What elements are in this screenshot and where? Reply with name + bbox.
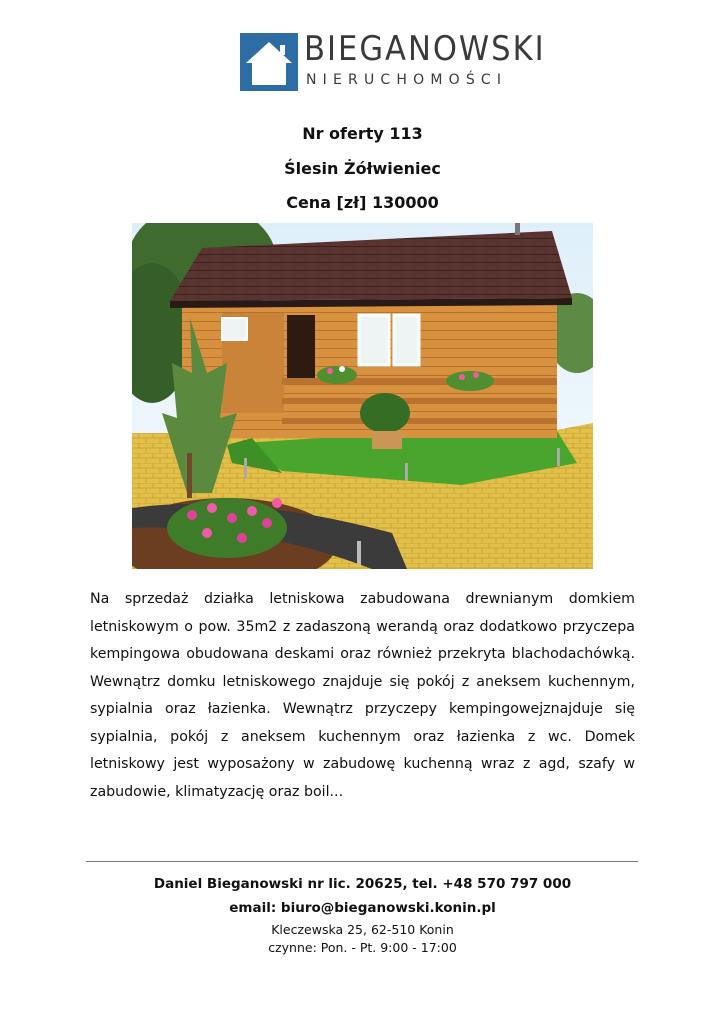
house-icon — [240, 33, 298, 91]
footer-divider — [86, 861, 638, 862]
offer-number: Nr oferty 113 — [302, 124, 423, 143]
offer-price: Cena [zł] 130000 — [286, 193, 439, 212]
house-photo — [132, 223, 593, 569]
offer-location: Ślesin Żółwieniec — [284, 159, 441, 178]
footer-agent: Daniel Bieganowski nr lic. 20625, tel. +48 570 797 000 — [153, 876, 572, 892]
brand-name: BIEGANOWSKI — [304, 29, 546, 69]
offer-description: Na sprzedaż działka letniskowa zabudowana drewnianym domkiem letniskowym o pow. 35m2 z zadaszoną werandą oraz dodatkowo przyczepa kempingowa obudowana deskami oraz również przekryta blachodachówką. Wewnątrz domku letniskowego znajduje się pokój z aneksem kuchennym, sypialnia oraz łazienka. Wewnątrz przyczepy kempingowejznajduje się sypialnia, pokój z aneksem kuchennym oraz łazienka z wc. Domek letniskowy jest wyposażony w zabudowę kuchenną wraz z agd, szafy w zabudowie, klimatyzację oraz boil... — [90, 591, 635, 800]
footer-address: Kleczewska 25, 62-510 Konin — [271, 922, 454, 937]
footer-hours: czynne: Pon. - Pt. 9:00 - 17:00 — [268, 940, 457, 955]
company-logo — [240, 29, 546, 93]
footer-email[interactable]: email: biuro@bieganowski.konin.pl — [229, 900, 496, 916]
brand-subtitle: NIERUCHOMOŚCI — [306, 72, 508, 88]
